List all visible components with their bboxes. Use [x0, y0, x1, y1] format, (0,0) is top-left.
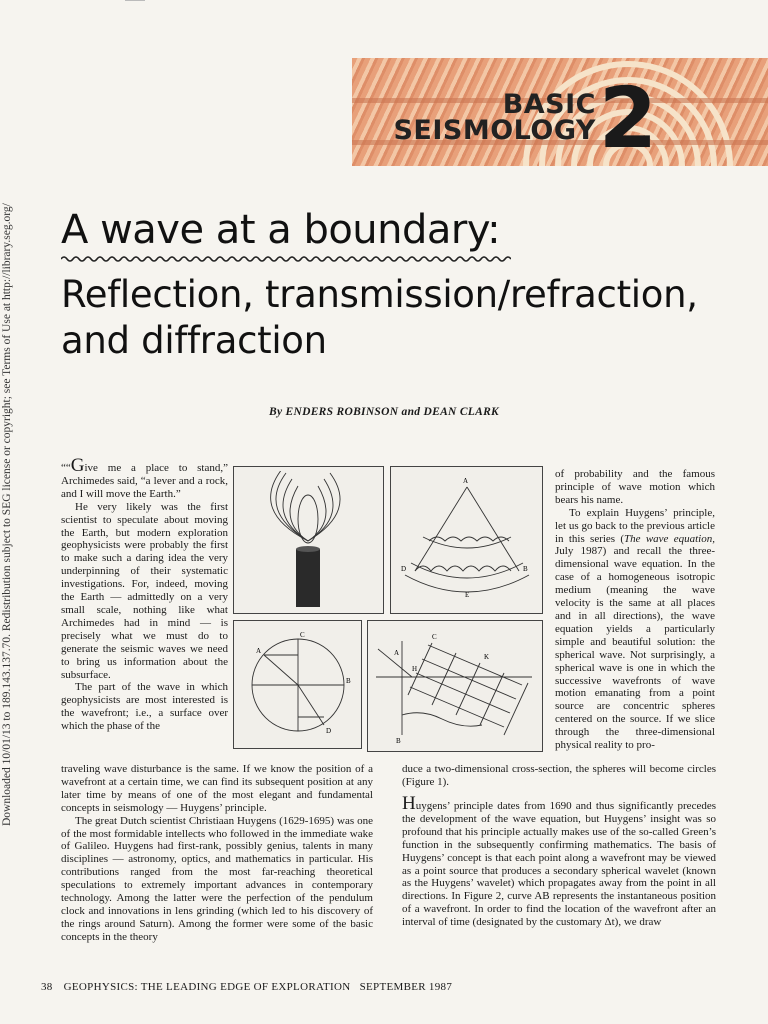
fig3-label-c: C [300, 631, 305, 639]
fig4-label-b: B [396, 737, 401, 745]
right-para-1: of probability and the famous principle of wave motion which bears his name. [555, 468, 715, 506]
dropcap-g: G [70, 455, 85, 476]
download-notice: Downloaded 10/01/13 to 189.143.137.70. Redistribution subject to SEG license or copyright; see Terms of Use at http://library.seg.org/ [1, 203, 13, 827]
fig3-label-d: D [326, 727, 332, 735]
lower-left-para-2: The great Dutch scientist Christiaan Huygens (1629-1695) was one of the most formidable intellects who followed in the immediate wake of Galileo. Huygens had first-rank, possibly genius, talents in many disciplines — astronomy, optics, and mathematics in particular. His contributions ranged from the most far-reaching theoretical speculations to extremely important advances in contemporary technology. Among the latter were the perfection of the pendulum clock and innovations in lens grinding (which led to his discovery of the rings around Saturn). Among the former were some of the basic concepts in the theory [61, 814, 373, 943]
fig3-label-a: A [256, 647, 262, 655]
journal-name: GEOPHYSICS: THE LEADING EDGE OF EXPLORATION [63, 981, 351, 993]
title-line2-3 [61, 272, 741, 364]
title-line1: A wave at a boundary: [61, 207, 501, 253]
lower-left-column [61, 763, 373, 944]
lower-right-para-2-text: uygens’ principle dates from 1690 and thus significantly precedes the development of the wave equation, but Huygens’ insight was so profound that his principle actually makes use of the so-called Green’s function in the subsequently confirming mathematics. The basis of Huygens’ concept is that each point along a wavefront may be viewed as a point source that produces a secondary spherical wavelet (known as the Huygens’ wavelet) which propagates away from the point in all directions. In Figure 2, curve AB represents the instantaneous position of a wavefront. In order to find the location of the wavefront after an interval of time (designated by the customary Δt), we draw [402, 800, 716, 929]
fig4-label-k: K [484, 653, 490, 661]
refraction-grid-diagram [372, 625, 538, 747]
fig3-label-b: B [346, 677, 351, 685]
title-line2: Reflection, transmission/refraction, [61, 273, 698, 316]
figure-refraction-grid [367, 620, 543, 752]
fig4-label-c: C [432, 633, 437, 641]
lower-right-cont [402, 763, 716, 789]
right-para-2-a: To explain Huygens’ principle, let us go back to the previous article in this series ( [555, 506, 715, 545]
page-number: 38 [41, 981, 53, 993]
fig4-label-h: H [412, 665, 418, 673]
left-column [61, 455, 228, 733]
reflection-circle-diagram [238, 625, 357, 744]
dropcap-h: H [402, 793, 416, 814]
fig2-label-b: B [523, 565, 528, 573]
fig4-label-a: A [394, 649, 400, 657]
series-banner [352, 58, 768, 166]
figure-candle-wavefronts [233, 466, 384, 614]
fig2-label-e: E [465, 591, 470, 599]
title-underline-squiggle [61, 254, 511, 264]
banner-line2: SEISMOLOGY [393, 115, 596, 146]
open-quote: ““ [61, 462, 71, 474]
figure-huygens-wavefront [390, 466, 543, 614]
banner-number: 2 [598, 69, 658, 166]
left-para-3: The part of the wave in which geophysicists are most interested is the wavefront; i.e., a surface over which the phase of the [61, 681, 228, 733]
lower-right-para-1: duce a two-dimensional cross-section, the spheres will become circles (Figure 1). [402, 763, 716, 788]
wavefront-diagram [395, 471, 538, 609]
fig2-label-a: A [463, 477, 469, 485]
page-footer [41, 981, 741, 993]
left-para-1 [61, 455, 228, 501]
title-line3: and diffraction [61, 319, 327, 362]
banner-title [366, 89, 596, 146]
byline: By ENDERS ROBINSON and DEAN CLARK [268, 406, 500, 418]
banner-line1: BASIC [502, 89, 596, 120]
citation-title: The wave equation, [624, 532, 715, 545]
candle-illustration [238, 471, 379, 609]
top-edge-mark [125, 0, 145, 1]
right-para-2 [555, 507, 715, 752]
lower-right-column [402, 793, 716, 929]
right-para-2-b: July 1987) and recall the three-dimensional wave equation. In the case of a homogeneous isotropic medium (meaning the wave velocity is the same at all places and in all directions), the wave equation yields a particularly simple and beautiful solution: the spherical wave. Not surprisingly, a spherical wave is one in which the successive wavefronts of wave motion emanating from a point source are concentric spheres centered on the source. If we slice through the three-dimensional physical reality to pro- [555, 545, 715, 752]
lower-left-para-1: traveling wave disturbance is the same. If we know the position of a wavefront at a certain time, we can find its subsequent position at any later time by means of one of the most elegant and fundamental concepts in seismology — Huygens’ principle. [61, 763, 373, 814]
left-para-1-text: ive me a place to stand,” Archimedes said, “a lever and a rock, and I will move the Earth.” [61, 462, 228, 500]
left-para-2: He very likely was the first scientist to speculate about moving the Earth, but modern exploration geophysicists were probably the first to make such a daring idea the very underpinning of their systematic investigations. For, indeed, moving the Earth — admittedly on a very small scale, nothing like what Archimedes had in mind — is precisely what we must do to generate the seismic waves we need to bring us information about the subsurface. [61, 500, 228, 681]
right-column [555, 468, 715, 752]
figure-reflection-circle [233, 620, 362, 749]
issue-date: SEPTEMBER 1987 [359, 981, 453, 993]
fig2-label-d: D [401, 565, 407, 573]
lower-right-para-2 [402, 793, 716, 929]
